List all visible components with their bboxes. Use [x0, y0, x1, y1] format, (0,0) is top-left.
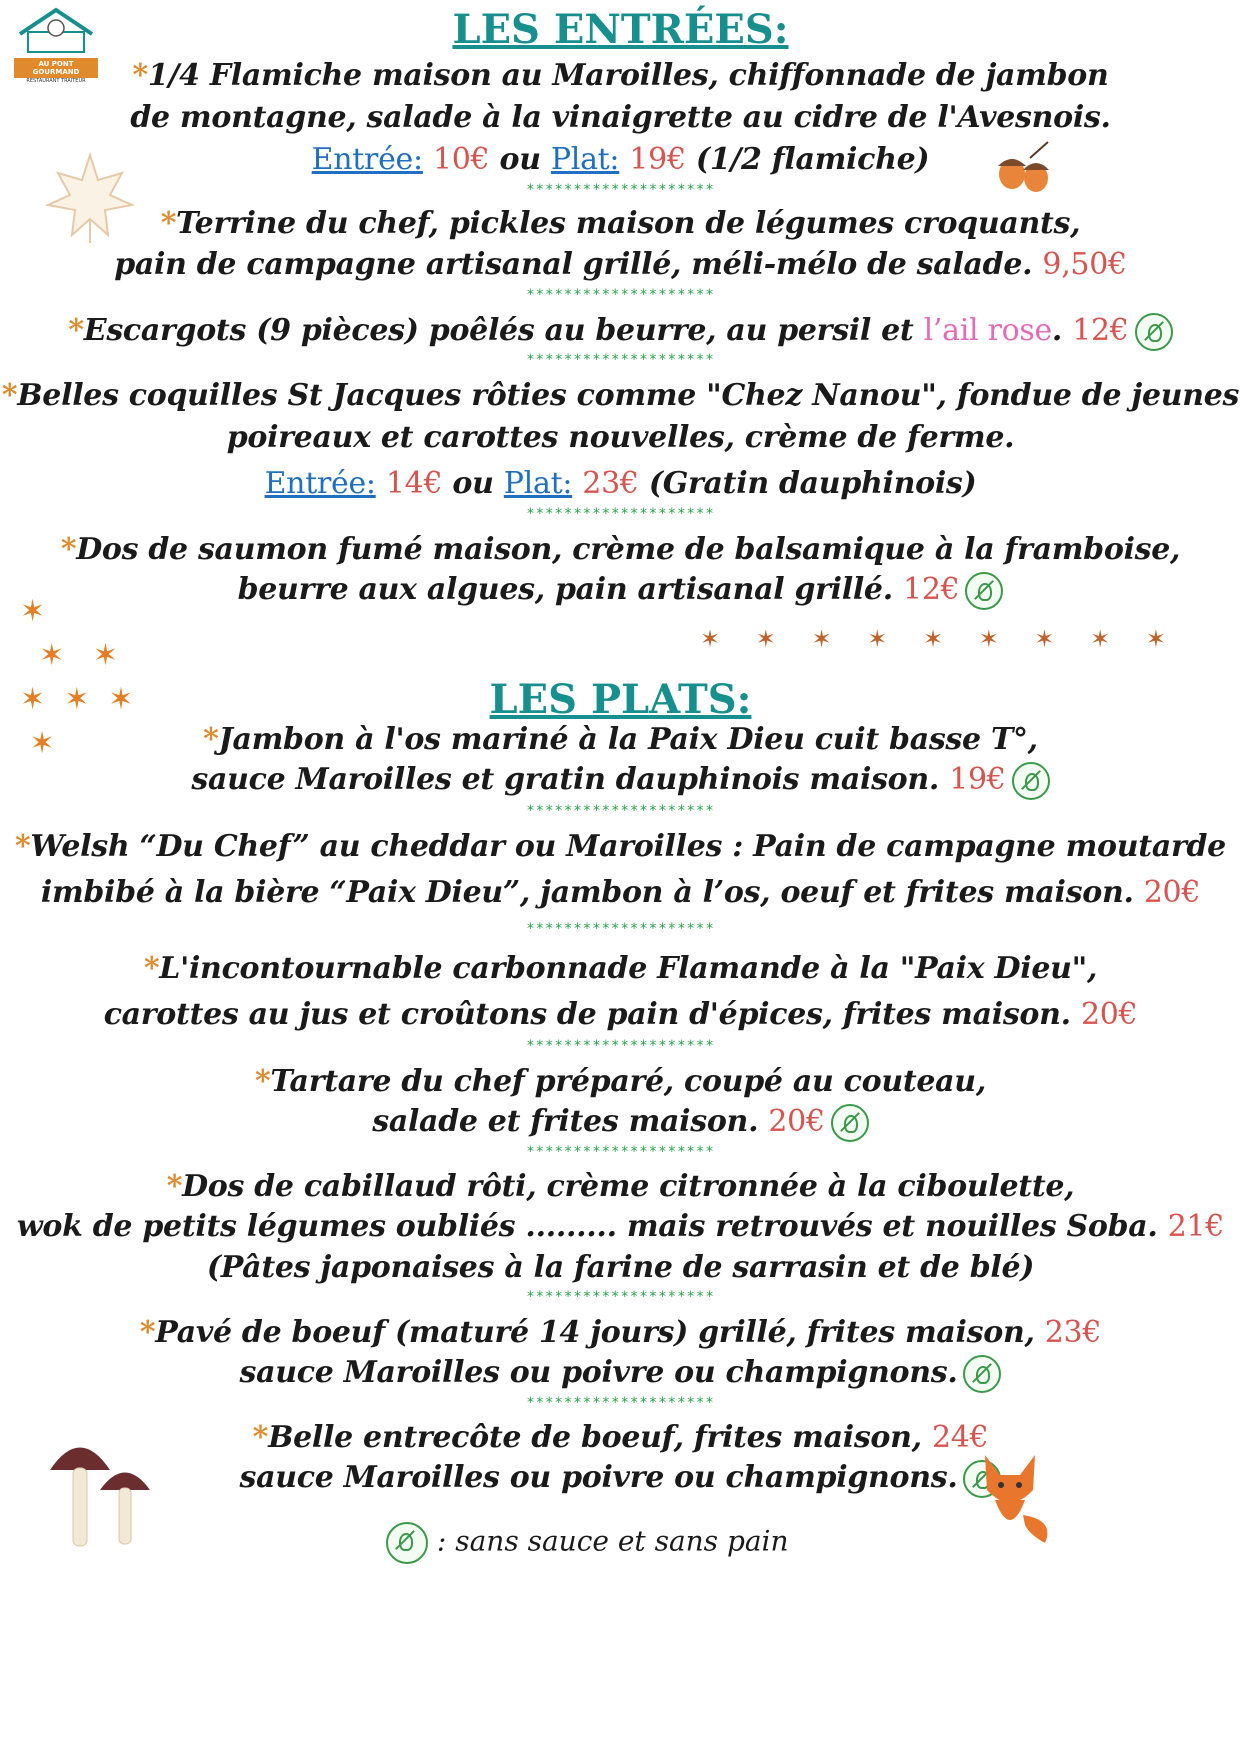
plat-label: Plat:	[550, 142, 620, 177]
gluten-free-icon	[1012, 762, 1050, 800]
bullet-star: *	[68, 313, 84, 348]
entree-4-text: Belles coquilles St Jacques rôties comme "Chez Nanou", fondue de jeunes	[17, 378, 1240, 413]
price: 9,50€	[1042, 247, 1127, 282]
price: 14€	[385, 466, 443, 501]
ail-rose-text: l’ail rose	[923, 313, 1052, 348]
plat-5-text: Dos de cabillaud rôti, crème citronnée à la ciboulette,	[182, 1169, 1075, 1204]
entree-3-line-1	[0, 313, 1241, 351]
bullet-star: *	[132, 58, 148, 93]
entree-4-line-2: poireaux et carottes nouvelles, crème de ferme.	[226, 420, 1015, 455]
price: 19€	[629, 142, 686, 177]
gluten-free-icon	[386, 1522, 428, 1564]
separator: ********************	[526, 1144, 715, 1160]
plat-2-line-2	[0, 875, 1241, 910]
separator: ********************	[526, 1289, 715, 1305]
separator: ********************	[526, 287, 715, 303]
plat-5-text-2: wok de petits légumes oubliés ......... mais retrouvés et nouilles Soba.	[16, 1209, 1158, 1244]
plat-3-text: L'incontournable carbonnade Flamande à la "Paix Dieu",	[159, 951, 1098, 986]
entree-2-line-2	[0, 247, 1241, 282]
plat-5-line-3: (Pâtes japonaises à la farine de sarrasin et de blé)	[206, 1250, 1035, 1285]
plat-6-line-2	[0, 1355, 1241, 1393]
plat-7-text: Belle entrecôte de boeuf, frites maison,	[268, 1420, 922, 1455]
entree-5-text: Dos de saumon fumé maison, crème de balsamique à la framboise,	[76, 532, 1181, 567]
plat-7-text-2: sauce Maroilles ou poivre ou champignons.	[239, 1460, 958, 1495]
plat-4-text-2: salade et frites maison.	[372, 1104, 759, 1139]
maple-leaf-outline-icon	[40, 145, 140, 249]
plat-6-text-2: sauce Maroilles ou poivre ou champignons.	[239, 1355, 958, 1390]
separator: ********************	[526, 921, 715, 937]
price: 12€	[903, 572, 960, 607]
separator: ********************	[526, 1395, 715, 1411]
price: 19€	[949, 762, 1006, 797]
price: 12€	[1072, 313, 1129, 348]
plat-2-text: Welsh “Du Chef” au cheddar ou Maroilles : Pain de campagne moutarde	[30, 829, 1226, 864]
logo-traiteur: TRAITEUR	[61, 78, 86, 84]
plat-4-text: Tartare du chef préparé, coupé au couteau,	[270, 1064, 986, 1099]
entree-label: Entrée:	[264, 466, 376, 501]
acorn-icon	[990, 140, 1060, 204]
plat-5-line-1	[0, 1169, 1241, 1204]
price: 23€	[582, 466, 639, 501]
portion-note: (1/2 flamiche)	[695, 142, 930, 177]
entree-2-text-2: pain de campagne artisanal grillé, méli-mélo de salade.	[114, 247, 1033, 282]
plat-1-line-2	[0, 762, 1241, 800]
gluten-free-icon	[831, 1104, 869, 1142]
bullet-star: *	[60, 532, 77, 567]
price: 20€	[1143, 875, 1201, 910]
plat-4-line-2	[0, 1104, 1241, 1142]
entree-5-line-2	[0, 572, 1241, 610]
plat-2-text-2: imbibé à la bière “Paix Dieu”, jambon à l’os, oeuf et frites maison.	[40, 875, 1134, 910]
separator: ********************	[526, 182, 715, 198]
entree-label: Entrée:	[311, 142, 423, 177]
price: 23€	[1044, 1315, 1102, 1350]
plat-3-line-1	[0, 951, 1241, 986]
bullet-star: *	[1, 378, 18, 413]
separator: ********************	[526, 506, 715, 522]
entree-1-text: 1/4 Flamiche maison au Maroilles, chiffonnade de jambon	[147, 58, 1109, 93]
entree-5-text-2: beurre aux algues, pain artisanal grillé.	[237, 572, 893, 607]
side-note: (Gratin dauphinois)	[648, 466, 977, 501]
price: 20€	[768, 1104, 825, 1139]
plat-1-text-2: sauce Maroilles et gratin dauphinois maison.	[191, 762, 940, 797]
bullet-star: *	[15, 829, 31, 864]
mushroom-icon	[45, 1430, 155, 1554]
bullet-star: *	[160, 206, 177, 241]
price: 21€	[1167, 1209, 1225, 1244]
separator: ********************	[526, 1038, 715, 1054]
entree-4-line-1	[0, 378, 1241, 413]
logo-restaurant: RESTAURANT	[26, 78, 60, 84]
entree-1-line-2: de montagne, salade à la vinaigrette au cidre de l'Avesnois.	[130, 100, 1111, 135]
entree-1-line-1	[0, 58, 1241, 93]
gluten-free-legend	[380, 1522, 880, 1564]
entrees-title: LES ENTRÉES:	[452, 6, 789, 53]
or-text: ou	[452, 466, 494, 501]
period: .	[1051, 313, 1063, 348]
entree-2-line-1	[0, 206, 1241, 241]
bullet-star: *	[166, 1169, 183, 1204]
plat-6-line-1	[0, 1315, 1241, 1350]
bullet-star: *	[203, 722, 219, 757]
bullet-star: *	[143, 951, 160, 986]
plat-4-line-1	[0, 1064, 1241, 1099]
plat-6-text: Pavé de boeuf (maturé 14 jours) grillé, frites maison,	[155, 1315, 1035, 1350]
separator: ********************	[526, 803, 715, 819]
bullet-star: *	[252, 1420, 269, 1455]
gluten-free-icon	[963, 1355, 1001, 1393]
separator: ********************	[526, 352, 715, 368]
plat-3-line-2	[0, 997, 1241, 1032]
plat-label: Plat:	[503, 466, 573, 501]
bullet-star: *	[255, 1064, 271, 1099]
gluten-free-icon	[1135, 313, 1173, 351]
autumn-leaves-left-icon: ✶ ✶ ✶ ✶ ✶ ✶ ✶	[20, 594, 134, 761]
price: 10€	[432, 142, 490, 177]
plat-3-text-2: carottes au jus et croûtons de pain d'épices, frites maison.	[103, 997, 1071, 1032]
entree-2-text: Terrine du chef, pickles maison de légumes croquants,	[176, 206, 1081, 241]
plat-1-line-1	[0, 722, 1241, 757]
bullet-star: *	[139, 1315, 156, 1350]
plat-1-text: Jambon à l'os mariné à la Paix Dieu cuit basse T°,	[218, 722, 1038, 757]
plats-title: LES PLATS:	[489, 676, 752, 723]
gluten-free-icon	[965, 572, 1003, 610]
price: 24€	[931, 1420, 989, 1455]
logo-banner: AU PONT GOURMAND	[14, 58, 98, 78]
plat-2-line-1	[0, 829, 1241, 864]
fox-icon	[965, 1445, 1055, 1549]
entree-3-text: Escargots (9 pièces) poêlés au beurre, au persil et	[83, 313, 914, 348]
entree-4-prices	[0, 466, 1241, 501]
price: 20€	[1080, 997, 1138, 1032]
autumn-leaves-right-icon: ✶ ✶ ✶ ✶ ✶ ✶ ✶ ✶ ✶	[700, 625, 1181, 653]
legend-text: : sans sauce et sans pain	[436, 1524, 789, 1558]
entree-5-line-1	[0, 532, 1241, 567]
or-text: ou	[499, 142, 541, 177]
plat-5-line-2	[0, 1209, 1241, 1244]
